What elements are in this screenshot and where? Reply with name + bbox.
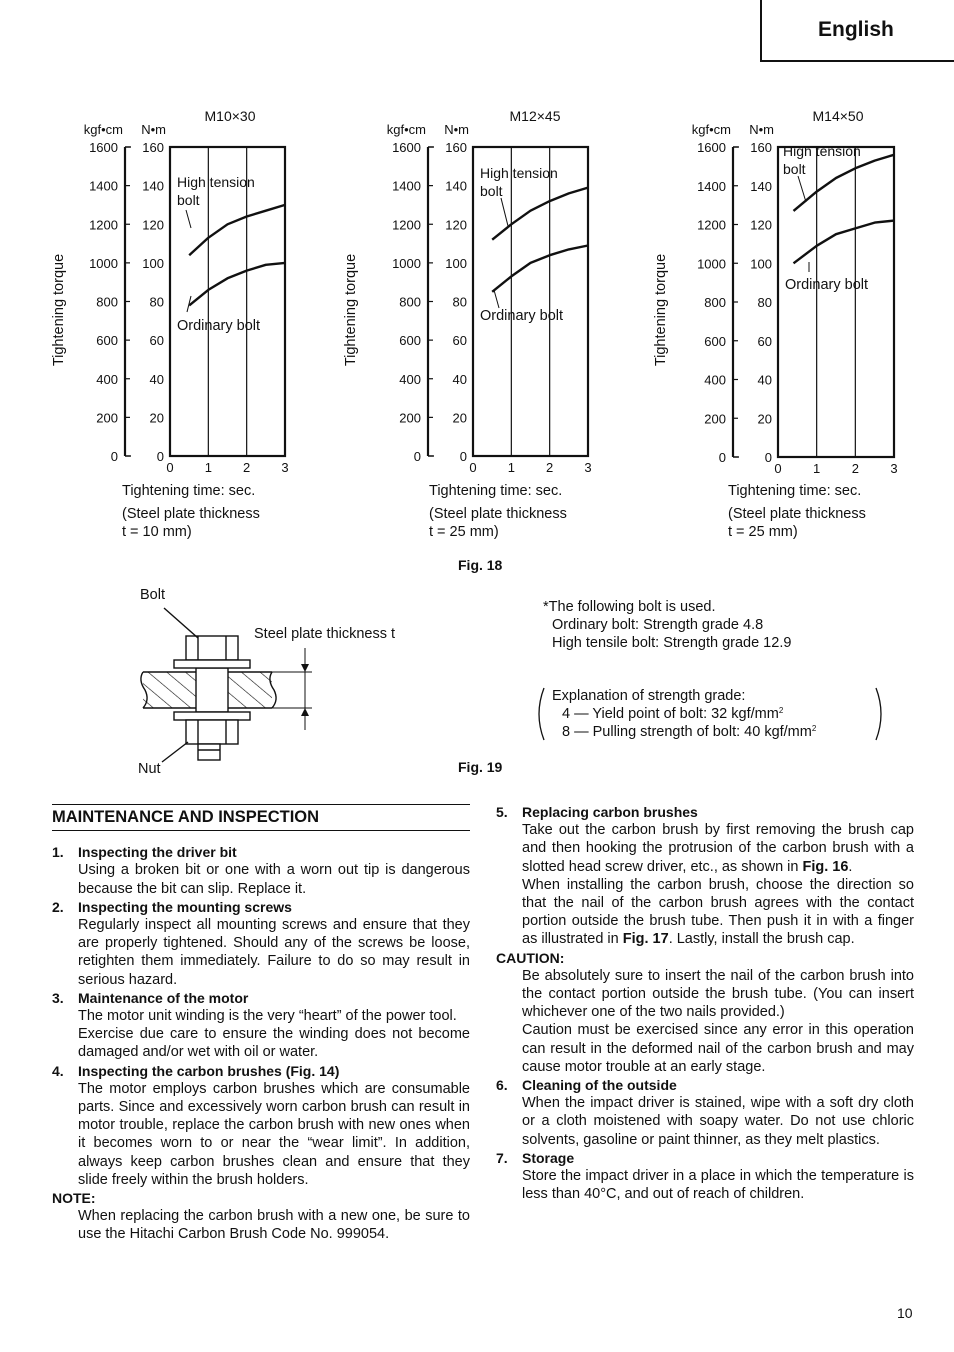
item-heading: 5. Replacing carbon brushes <box>496 804 698 820</box>
section-title: MAINTENANCE AND INSPECTION <box>52 804 470 831</box>
steel-plate-label: Steel plate thickness t <box>254 626 396 642</box>
unit-nm-label: N•m <box>444 122 469 137</box>
plate-thickness-value: t = 25 mm) <box>728 524 798 540</box>
nm-tick-label: 120 <box>750 217 772 233</box>
y-axis-label: Tightening torque <box>343 253 359 367</box>
nm-tick-label: 60 <box>452 333 467 349</box>
item-body: Exercise due care to ensure the winding does not become damaged and/or wet with oil or water. <box>78 1026 470 1061</box>
x-tick-label: 1 <box>204 460 212 475</box>
bolt-label: Bolt <box>140 587 165 603</box>
plate-thickness-value: t = 25 mm) <box>429 524 499 540</box>
bolt-note-intro: *The following bolt is used. <box>543 599 716 615</box>
grade-line-1: 4 — Yield point of bolt: 32 kgf/mm <box>562 706 779 722</box>
high-tension-label: High tension <box>177 174 255 190</box>
nm-tick-label: 120 <box>142 217 164 233</box>
bolt-shank <box>196 668 228 712</box>
y-axis-label: Tightening torque <box>653 253 669 367</box>
plate-thickness-label: (Steel plate thickness <box>728 506 866 522</box>
item-heading: 1. Inspecting the driver bit <box>52 844 237 861</box>
nm-tick-label: 60 <box>757 333 772 349</box>
x-tick-label: 3 <box>584 460 592 475</box>
item-heading: 2. Inspecting the mounting screws <box>52 898 292 915</box>
unit-kgf-label: kgf•cm <box>83 122 123 137</box>
item-heading: 7. Storage <box>496 1149 575 1166</box>
item-body: Take out the carbon brush by first removing the brush cap and then hooking the protrusion of the carbon brush with a slotted head screw driver, etc., as shown in Fig. 16. <box>522 822 914 875</box>
nm-tick-label: 20 <box>149 410 164 426</box>
nm-tick-label: 0 <box>764 450 772 465</box>
kgf-tick-label: 1000 <box>697 256 726 272</box>
nm-tick-label: 40 <box>452 371 467 387</box>
left-column <box>52 804 470 1244</box>
nm-tick-label: 140 <box>445 178 467 194</box>
lower-washer <box>174 712 250 720</box>
high-tension-label: High tension <box>783 143 861 159</box>
kgf-tick-label: 800 <box>399 294 421 310</box>
nut <box>186 720 238 744</box>
nm-tick-label: 40 <box>757 372 772 388</box>
item-body: When installing the carbon brush, choose the direction so that the nail of the carbon brush agrees with the contact portion outside the brush tube. Then push it in with a finger as illustrated in Fig. 17. Lastly, install the brush cap. <box>522 876 914 948</box>
chart-title: M12×45 <box>509 108 561 124</box>
kgf-tick-label: 1200 <box>392 217 421 233</box>
item-body: The motor employs carbon brushes which are consumable parts. Since and excessively worn carbon brush can result in motor trouble, replace the carbon brush with new ones when it becomes worn to or near the “wear limit”. In addition, always keep carbon brushes clean and ensure that they slide freely within the brush holders. <box>78 1080 470 1188</box>
caution-body: Be absolutely sure to insert the nail of the carbon brush into the contact portion outside the brush tube. (You can insert whichever one of the two nails provided.) <box>522 967 914 1021</box>
kgf-tick-label: 800 <box>96 294 118 310</box>
fig-ref: Fig. 17 <box>622 931 669 948</box>
kgf-tick-label: 800 <box>704 295 726 310</box>
unit-kgf-label: kgf•cm <box>386 122 426 137</box>
label-leader <box>186 210 191 228</box>
item-heading: 3. Maintenance of the motor <box>52 989 249 1006</box>
nm-tick-label: 80 <box>149 294 164 310</box>
high-tension-curve <box>794 155 895 211</box>
chart-frame <box>778 147 894 457</box>
grade-line-2: 8 — Pulling strength of bolt: 40 kgf/mm <box>562 724 812 740</box>
high-tension-label: High tension <box>480 165 558 181</box>
kgf-tick-label: 1400 <box>89 178 118 194</box>
strength-grade-explanation <box>536 686 884 742</box>
nm-tick-label: 40 <box>149 371 164 387</box>
bolt-head <box>186 636 238 660</box>
x-tick-label: 3 <box>281 460 289 475</box>
kgf-tick-label: 200 <box>704 411 726 427</box>
kgf-tick-label: 1000 <box>89 255 118 271</box>
high-tension-curve <box>492 188 588 240</box>
y-axis-label: Tightening torque <box>51 253 67 367</box>
x-tick-label: 2 <box>243 460 251 475</box>
ordinary-bolt-label: Ordinary bolt <box>177 318 261 334</box>
kgf-tick-label: 600 <box>704 333 726 349</box>
nm-tick-label: 0 <box>459 449 467 464</box>
note-body: When replacing the carbon brush with a new one, be sure to use the Hitachi Carbon Brush Code No. 999054. <box>78 1208 470 1243</box>
superscript-2: 2 <box>811 724 817 733</box>
item-body: Store the impact driver in a place in which the temperature is less than 40°C, and out of reach of children. <box>522 1168 914 1203</box>
language-label: English <box>818 18 894 41</box>
item-body: Regularly inspect all mounting screws and ensure that they are properly tightened. Should any of the screws be loose, retighten them immediately. Failure to do so may result in serious hazard. <box>78 917 470 988</box>
item-body: When the impact driver is stained, wipe with a soft dry cloth or a cloth moistened with soapy water. Do not use chloric solvents, gasoline or paint thinner, as they melt plastics. <box>522 1095 914 1148</box>
item-heading: 4. Inspecting the carbon brushes (Fig. 14) <box>52 1062 340 1079</box>
unit-nm-label: N•m <box>749 122 774 137</box>
kgf-tick-label: 600 <box>399 333 421 349</box>
kgf-tick-label: 0 <box>413 449 421 464</box>
bolt-end <box>198 744 220 760</box>
x-tick-label: 3 <box>890 461 898 476</box>
plate-thickness-label: (Steel plate thickness <box>122 506 260 522</box>
fig18-caption: Fig. 18 <box>458 557 503 573</box>
kgf-tick-label: 1400 <box>392 178 421 194</box>
upper-washer <box>174 660 250 668</box>
bolt-notes <box>543 598 791 652</box>
high-tension-label-2: bolt <box>480 183 503 199</box>
kgf-tick-label: 400 <box>399 371 421 387</box>
x-axis-label: Tightening time: sec. <box>429 483 563 499</box>
nm-tick-label: 120 <box>445 217 467 233</box>
high-tension-curve <box>189 205 285 255</box>
x-tick-label: 0 <box>774 461 782 476</box>
kgf-tick-label: 1600 <box>89 140 118 155</box>
page-number: 10 <box>897 1305 913 1321</box>
kgf-tick-label: 1200 <box>697 217 726 233</box>
label-leader <box>798 176 806 202</box>
unit-kgf-label: kgf•cm <box>691 122 731 137</box>
nm-tick-label: 20 <box>757 411 772 427</box>
item-heading: 6. Cleaning of the outside <box>496 1077 677 1094</box>
item-body: Using a broken bit or one with a worn out tip is dangerous because the bit can slip. Replace it. <box>78 862 470 897</box>
label-leader <box>501 198 508 226</box>
ordinary-bolt-curve <box>794 221 895 264</box>
fig18-charts <box>51 108 898 540</box>
nm-tick-label: 100 <box>142 255 164 271</box>
nm-tick-label: 80 <box>757 295 772 310</box>
superscript-2: 2 <box>778 706 784 715</box>
kgf-tick-label: 1000 <box>392 255 421 271</box>
nm-tick-label: 140 <box>142 178 164 194</box>
ordinary-bolt-curve <box>189 263 285 306</box>
item-body: The motor unit winding is the very “heart” of the power tool. <box>78 1008 457 1025</box>
kgf-tick-label: 1600 <box>697 140 726 155</box>
kgf-tick-label: 1600 <box>392 140 421 155</box>
kgf-tick-label: 600 <box>96 333 118 349</box>
nm-tick-label: 60 <box>149 333 164 349</box>
kgf-tick-label: 1400 <box>697 178 726 194</box>
nm-tick-label: 140 <box>750 178 772 194</box>
nut-leader <box>162 742 188 762</box>
nm-tick-label: 20 <box>452 410 467 426</box>
kgf-tick-label: 0 <box>110 449 118 464</box>
x-tick-label: 2 <box>546 460 554 475</box>
plate-thickness-value: t = 10 mm) <box>122 524 192 540</box>
kgf-tick-label: 400 <box>96 371 118 387</box>
high-tension-label-2: bolt <box>783 161 806 177</box>
caution-body: Caution must be exercised since any error in this operation can result in the deformed nail of the carbon brush and may cause motor trouble at an early stage. <box>522 1022 914 1075</box>
x-axis-label: Tightening time: sec. <box>122 483 256 499</box>
nut-label: Nut <box>138 761 161 777</box>
chart-title: M10×30 <box>204 108 256 124</box>
x-axis-label: Tightening time: sec. <box>728 483 862 499</box>
ordinary-bolt-label: Ordinary bolt <box>785 277 869 293</box>
bolt-leader <box>164 608 198 638</box>
fig19-caption: Fig. 19 <box>458 759 503 775</box>
right-column <box>496 803 914 1203</box>
grade-title: Explanation of strength grade: <box>552 688 746 704</box>
nm-tick-label: 80 <box>452 294 467 310</box>
caution-heading: CAUTION: <box>496 949 565 966</box>
note-heading: NOTE: <box>52 1190 96 1207</box>
x-tick-label: 1 <box>813 461 821 476</box>
label-leader <box>494 290 499 308</box>
nm-tick-label: 160 <box>142 140 164 155</box>
nm-tick-label: 160 <box>445 140 467 155</box>
x-tick-label: 2 <box>851 461 859 476</box>
nm-tick-label: 100 <box>750 256 772 272</box>
kgf-tick-label: 200 <box>399 410 421 426</box>
plate-thickness-label: (Steel plate thickness <box>429 506 567 522</box>
chart-title: M14×50 <box>812 108 864 124</box>
nm-tick-label: 0 <box>156 449 164 464</box>
high-tension-label-2: bolt <box>177 192 200 208</box>
kgf-tick-label: 0 <box>718 450 726 465</box>
x-tick-label: 1 <box>507 460 515 475</box>
kgf-tick-label: 400 <box>704 372 726 388</box>
high-tensile-bolt-grade: High tensile bolt: Strength grade 12.9 <box>552 635 792 651</box>
kgf-tick-label: 1200 <box>89 217 118 233</box>
fig-ref: Fig. 16 <box>802 858 849 875</box>
x-tick-label: 0 <box>469 460 477 475</box>
nm-tick-label: 100 <box>445 255 467 271</box>
ordinary-bolt-curve <box>492 246 588 292</box>
x-tick-label: 0 <box>166 460 174 475</box>
ordinary-bolt-label: Ordinary bolt <box>480 308 564 324</box>
unit-nm-label: N•m <box>141 122 166 137</box>
nm-tick-label: 160 <box>750 140 772 155</box>
kgf-tick-label: 200 <box>96 410 118 426</box>
ordinary-bolt-grade: Ordinary bolt: Strength grade 4.8 <box>552 617 764 633</box>
